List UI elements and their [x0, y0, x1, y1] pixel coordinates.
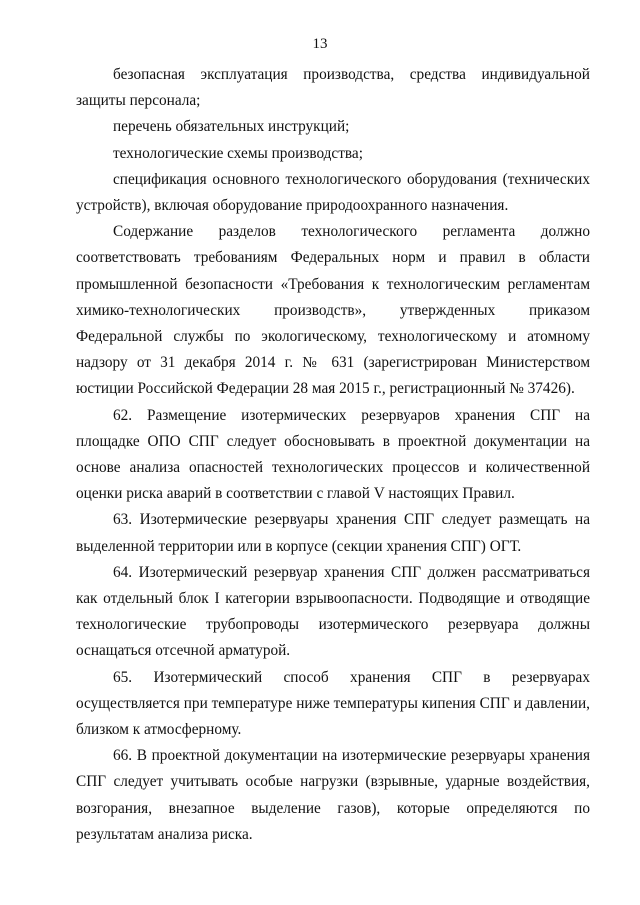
clause-64: 64. Изотермический резервуар хранения СПГ должен рассматриваться как отдельный блок I категории взрывоопасности. Подводящие и отводящие технологические трубопроводы изотермического резервуара должны оснащаться отсечной арматурой.	[76, 563, 590, 660]
clause-65: 65. Изотермический способ хранения СПГ в резервуарах осуществляется при температуре ниже температуры кипения СПГ и давлении, близком к атмосферному.	[76, 668, 590, 739]
paragraph-regulation-content: Содержание разделов технологического регламента должно соответствовать требованиям Федеральных норм и правил в области промышленной безопасности «Требования к технологическим регламентам химико-технологических производств», утвержденных приказом Федеральной службы по экологическому, технологическому и атомному надзору от 31 декабря 2014 г. № 631 (зарегистрирован Министерством юстиции Российской Федерации 28 мая 2015 г., регистрационный № 37426).	[76, 223, 590, 398]
page-number: 13	[312, 36, 328, 52]
list-item-safety-operation: безопасная эксплуатация производства, средства индивидуальной защиты персонала;	[76, 66, 590, 110]
clause-62: 62. Размещение изотермических резервуаров хранения СПГ на площадке ОПО СПГ следует обосновывать в проектной документации на основе анализа опасностей технологических процессов и количественной оценки риска аварий в соответствии с главой V настоящих Правил.	[76, 406, 590, 503]
document-body	[76, 62, 590, 848]
list-item-instructions: перечень обязательных инструкций;	[113, 118, 350, 136]
list-item-process-schemes: технологические схемы производства;	[113, 144, 363, 162]
clause-66: 66. В проектной документации на изотермические резервуары хранения СПГ следует учитывать особые нагрузки (взрывные, ударные воздействия, возгорания, внезапное выделение газов), которые определяются по результатам анализа риска.	[76, 747, 590, 843]
clause-63: 63. Изотермические резервуары хранения СПГ следует размещать на выделенной территории или в корпусе (секции хранения СПГ) ОГТ.	[76, 511, 590, 555]
list-item-equipment-specification: спецификация основного технологического оборудования (технических устройств), включая оборудование природоохранного назначения.	[76, 170, 590, 215]
